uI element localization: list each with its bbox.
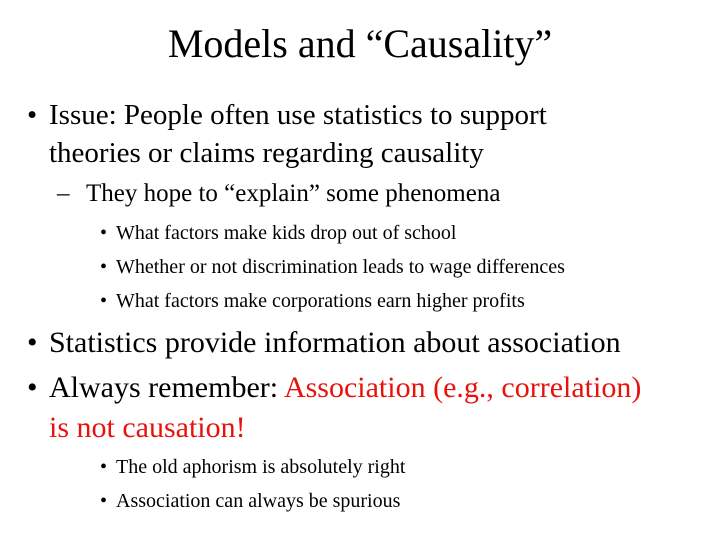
bullet-issue: [27, 98, 547, 133]
example-text: What factors make kids drop out of school: [116, 222, 457, 244]
bullet-marker: •: [100, 456, 108, 478]
slide-title: Models and “Causality”: [167, 21, 553, 66]
bullet-marker: •: [27, 326, 38, 359]
example-item: [100, 289, 525, 313]
note-item: [100, 455, 405, 479]
bullet-marker: •: [100, 256, 108, 278]
bullet-marker: •: [100, 222, 108, 244]
example-item: [100, 255, 565, 279]
note-text: The old aphorism is absolutely right: [116, 456, 406, 478]
bullet-marker: •: [27, 371, 38, 404]
example-text: What factors make corporations earn higher profits: [116, 290, 525, 312]
bullet-marker: •: [100, 290, 108, 312]
subbullet-explain-text: They hope to “explain” some phenomena: [86, 180, 501, 207]
bullet-remember-prefix: Always remember:: [49, 371, 284, 404]
bullet-issue-line2: theories or claims regarding causality: [49, 137, 484, 169]
note-item: [100, 489, 400, 513]
bullet-remember-highlight: Association (e.g., correlation): [283, 371, 642, 404]
bullet-marker: •: [100, 490, 108, 512]
bullet-association: [27, 325, 621, 361]
subbullet-explain: [57, 179, 500, 209]
example-item: [100, 221, 456, 245]
bullet-association-text: Statistics provide information about association: [49, 326, 621, 359]
note-text: Association can always be spurious: [116, 490, 401, 512]
bullet-issue-line1: Issue: People often use statistics to support: [49, 99, 547, 131]
bullet-marker: •: [27, 99, 38, 131]
bullet-remember: [27, 370, 641, 406]
dash-marker: –: [57, 180, 70, 207]
bullet-remember-line2: is not causation!: [49, 411, 246, 444]
example-text: Whether or not discrimination leads to wage differences: [116, 256, 565, 278]
